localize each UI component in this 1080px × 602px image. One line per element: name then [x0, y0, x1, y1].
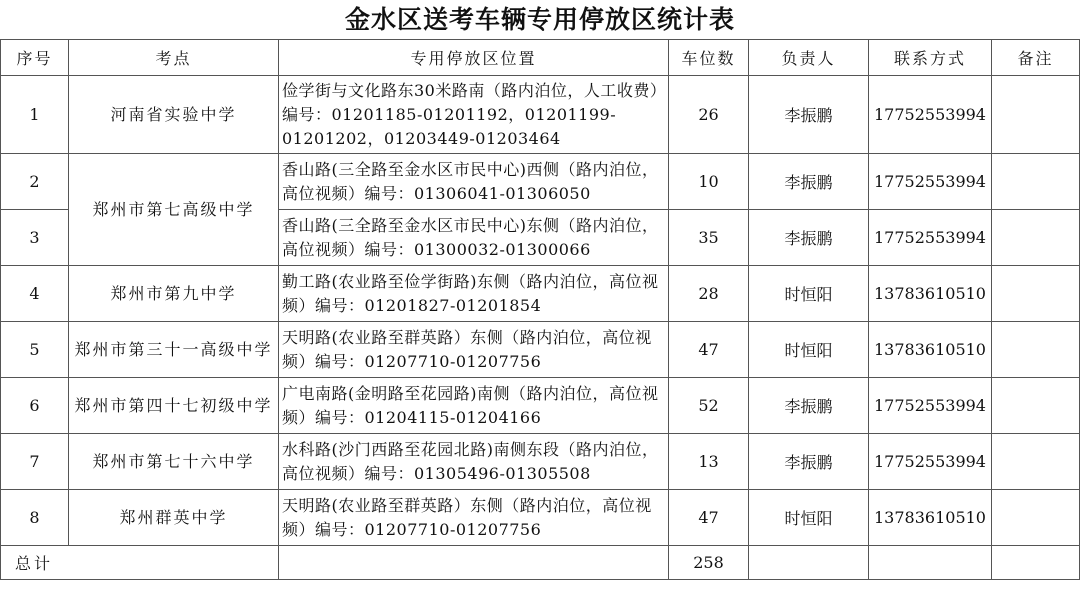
cell-location: 广电南路(金明路至花园路)南侧（路内泊位，高位视频）编号：01204115-01204166: [279, 378, 669, 434]
cell-spaces: 13: [669, 434, 749, 490]
table-row: [1, 434, 1080, 490]
cell-spaces: 35: [669, 210, 749, 266]
cell-seq: 8: [1, 490, 69, 546]
cell-contact: 13783610510: [869, 490, 992, 546]
cell-spaces: 28: [669, 266, 749, 322]
cell-person: 李振鹏: [749, 210, 869, 266]
table-title: 金水区送考车辆专用停放区统计表: [344, 5, 735, 34]
cell-school: 郑州群英中学: [69, 490, 279, 546]
table-row: [1, 378, 1080, 434]
cell-spaces: 26: [669, 76, 749, 154]
cell-person: 时恒阳: [749, 490, 869, 546]
cell-person: 李振鹏: [749, 378, 869, 434]
header-seq: 序号: [1, 40, 69, 76]
cell-seq: 1: [1, 76, 69, 154]
cell-school: 河南省实验中学: [69, 76, 279, 154]
cell-location: 水科路(沙门西路至花园北路)南侧东段（路内泊位，高位视频）编号：01305496-01305508: [279, 434, 669, 490]
cell-person: 时恒阳: [749, 266, 869, 322]
parking-table: [0, 39, 1080, 580]
cell-spaces: 47: [669, 490, 749, 546]
cell-remark: [992, 490, 1080, 546]
cell-location: 香山路(三全路至金水区市民中心)西侧（路内泊位，高位视频）编号：01306041-01306050: [279, 154, 669, 210]
total-person: [749, 546, 869, 580]
cell-contact: 17752553994: [869, 210, 992, 266]
cell-contact: 13783610510: [869, 322, 992, 378]
cell-location: 勤工路(农业路至俭学街路)东侧（路内泊位，高位视频）编号：01201827-01201854: [279, 266, 669, 322]
cell-remark: [992, 210, 1080, 266]
cell-location: 天明路(农业路至群英路）东侧（路内泊位，高位视频）编号：01207710-01207756: [279, 322, 669, 378]
header-contact: 联系方式: [869, 40, 992, 76]
header-person: 负责人: [749, 40, 869, 76]
table-row: [1, 266, 1080, 322]
cell-seq: 2: [1, 154, 69, 210]
cell-contact: 13783610510: [869, 266, 992, 322]
cell-school: 郑州市第七十六中学: [69, 434, 279, 490]
cell-person: 时恒阳: [749, 322, 869, 378]
cell-person: 李振鹏: [749, 76, 869, 154]
cell-school: 郑州市第四十七初级中学: [69, 378, 279, 434]
table-row: [1, 76, 1080, 154]
cell-remark: [992, 154, 1080, 210]
cell-seq: 7: [1, 434, 69, 490]
cell-seq: 3: [1, 210, 69, 266]
cell-school: 郑州市第九中学: [69, 266, 279, 322]
cell-seq: 4: [1, 266, 69, 322]
table-row: [1, 322, 1080, 378]
total-contact: [869, 546, 992, 580]
total-location: [279, 546, 669, 580]
cell-school: 郑州市第三十一高级中学: [69, 322, 279, 378]
total-row: [1, 546, 1080, 580]
cell-seq: 5: [1, 322, 69, 378]
total-spaces: 258: [669, 546, 749, 580]
cell-remark: [992, 378, 1080, 434]
table-row: [1, 154, 1080, 210]
total-remark: [992, 546, 1080, 580]
cell-remark: [992, 322, 1080, 378]
cell-remark: [992, 434, 1080, 490]
cell-location: 天明路(农业路至群英路）东侧（路内泊位，高位视频）编号：01207710-01207756: [279, 490, 669, 546]
header-school: 考点: [69, 40, 279, 76]
header-spaces: 车位数: [669, 40, 749, 76]
cell-location: 香山路(三全路至金水区市民中心)东侧（路内泊位，高位视频）编号：01300032-01300066: [279, 210, 669, 266]
cell-school: 郑州市第七高级中学: [69, 154, 279, 266]
cell-remark: [992, 76, 1080, 154]
cell-remark: [992, 266, 1080, 322]
header-location: 专用停放区位置: [279, 40, 669, 76]
cell-spaces: 52: [669, 378, 749, 434]
cell-location: 俭学街与文化路东30米路南（路内泊位，人工收费）编号：01201185-01201192，01201199-01201202，01203449-01203464: [279, 76, 669, 154]
cell-person: 李振鹏: [749, 434, 869, 490]
header-row: [1, 40, 1080, 76]
cell-contact: 17752553994: [869, 76, 992, 154]
cell-person: 李振鹏: [749, 154, 869, 210]
cell-spaces: 10: [669, 154, 749, 210]
cell-contact: 17752553994: [869, 434, 992, 490]
header-remark: 备注: [992, 40, 1080, 76]
table-row: [1, 490, 1080, 546]
cell-seq: 6: [1, 378, 69, 434]
cell-contact: 17752553994: [869, 378, 992, 434]
cell-contact: 17752553994: [869, 154, 992, 210]
cell-spaces: 47: [669, 322, 749, 378]
total-label: 总计: [1, 546, 279, 580]
